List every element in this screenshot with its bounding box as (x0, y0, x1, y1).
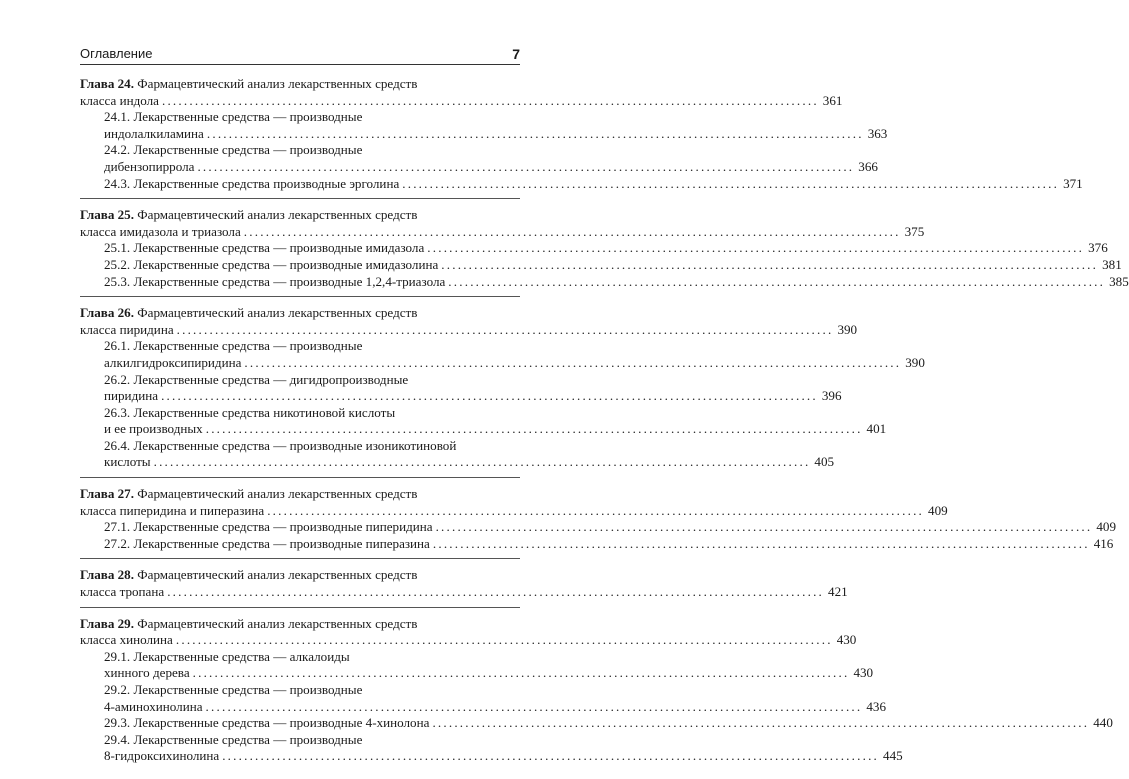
dot-leader: ........................................................................................................................ (244, 354, 902, 370)
section-entry[interactable] (80, 273, 1129, 291)
chapter-heading (80, 616, 520, 633)
dot-leader: ........................................................................................................................ (267, 502, 925, 518)
dot-leader: ........................................................................................................................ (153, 454, 811, 470)
dot-leader: ........................................................................................................................ (176, 321, 834, 337)
entry-text: 27.2. Лекарственные средства — производные пиперазина (104, 535, 430, 551)
section-entry[interactable] (80, 388, 842, 405)
entry-text: 27.1. Лекарственные средства — производные пиперидина (104, 519, 433, 535)
entry-page: 430 (836, 632, 857, 648)
chapter-title: Фармацевтический анализ лекарственных средств (134, 305, 418, 321)
dot-leader: ........................................................................................................................ (205, 698, 863, 714)
chapter-label: Глава 27. (80, 486, 135, 502)
chapter-28 (80, 567, 848, 607)
entry-text: класса индола (80, 92, 159, 108)
chapter-title: Фармацевтический анализ лекарственных средств (134, 567, 418, 583)
section-entry[interactable] (80, 256, 1122, 274)
dot-leader: ........................................................................................................................ (161, 92, 819, 108)
entry-page: 401 (866, 421, 887, 437)
chapter-title: Фармацевтический анализ лекарственных средств (134, 486, 418, 502)
chapter-25 (80, 207, 1129, 297)
dot-leader: ........................................................................................................................ (192, 665, 850, 681)
section-entry[interactable] (80, 454, 835, 471)
entry-text: пиридина (104, 388, 159, 404)
section-line: 26.3. Лекарственные средства никотиновой кислоты (104, 404, 396, 420)
dot-leader: ........................................................................................................................ (161, 388, 818, 404)
running-header-title: Оглавление (80, 46, 153, 61)
chapter-label: Глава 25. (80, 207, 135, 223)
entry-page: 405 (814, 454, 835, 470)
entry-text: класса хинолина (80, 632, 173, 648)
page-number: 7 (512, 46, 520, 62)
section-entry[interactable] (80, 240, 1108, 257)
entry-text: 24.3. Лекарственные средства производные эрголина (104, 175, 400, 191)
dot-leader: ........................................................................................................................ (435, 519, 1093, 535)
entry-text: хинного дерева (104, 665, 190, 681)
entry-text: кислоты (104, 454, 151, 470)
section-line: 26.4. Лекарственные средства — производные изоникотиновой (104, 437, 457, 453)
chapter-label: Глава 26. (80, 305, 135, 321)
entry-page: 375 (904, 223, 925, 239)
chapter-label: Глава 28. (80, 567, 135, 583)
dot-leader: ........................................................................................................................ (448, 273, 1106, 289)
entry-page: 366 (858, 158, 878, 174)
chapter-entry[interactable] (80, 92, 843, 110)
entry-text: 25.3. Лекарственные средства — производные 1,2,4-триазола (104, 273, 446, 289)
chapter-entry[interactable] (80, 321, 858, 339)
section-entry[interactable] (80, 715, 1113, 732)
dot-leader: ........................................................................................................................ (206, 125, 864, 141)
entry-page: 390 (837, 321, 858, 337)
chapter-title: Фармацевтический анализ лекарственных средств (134, 207, 418, 223)
entry-text: 4-аминохинолина (104, 698, 203, 714)
section-entry[interactable] (80, 665, 874, 682)
entry-text: 25.2. Лекарственные средства — производные имидазолина (104, 256, 439, 272)
dot-leader: ........................................................................................................................ (222, 748, 880, 764)
section-line: 29.2. Лекарственные средства — производные (104, 682, 363, 697)
entry-page: 436 (866, 698, 886, 714)
dot-leader: ........................................................................................................................ (167, 584, 825, 600)
entry-text: класса имидазола и триазола (80, 223, 241, 239)
section-line: 26.2. Лекарственные средства — дигидропроизводные (104, 371, 409, 387)
entry-page: 381 (1102, 256, 1122, 272)
entry-text: класса тропана (80, 584, 165, 600)
chapter-26 (80, 305, 925, 478)
dot-leader: ........................................................................................................................ (205, 421, 863, 437)
entry-page: 421 (828, 584, 848, 600)
running-header (80, 44, 520, 65)
chapter-entry[interactable] (80, 584, 848, 601)
section-line: 24.1. Лекарственные средства — производные (104, 109, 363, 125)
chapter-heading (80, 305, 520, 322)
section-entry[interactable] (80, 748, 903, 765)
chapter-27 (80, 486, 1117, 559)
section-line: 29.1. Лекарственные средства — алкалоиды (104, 648, 350, 664)
section-entry[interactable] (80, 535, 1114, 553)
section-entry[interactable] (80, 354, 925, 372)
entry-text: и ее производных (104, 421, 203, 437)
dot-leader: ........................................................................................................................ (197, 158, 855, 174)
chapter-heading (80, 486, 520, 503)
dot-leader: ........................................................................................................................ (441, 256, 1099, 272)
entry-page: 396 (821, 388, 842, 404)
entry-page: 371 (1063, 175, 1083, 191)
entry-page: 363 (867, 125, 888, 141)
chapter-24 (80, 76, 1083, 199)
chapter-entry[interactable] (80, 223, 925, 241)
section-line: 29.4. Лекарственные средства — производные (104, 731, 363, 747)
section-entry[interactable] (80, 519, 1117, 536)
entry-page: 409 (928, 502, 948, 518)
dot-leader: ........................................................................................................................ (432, 715, 1090, 731)
entry-text: алкилгидроксипиридина (104, 354, 242, 370)
entry-page: 409 (1096, 519, 1117, 535)
entry-text: 25.1. Лекарственные средства — производные имидазола (104, 240, 425, 256)
dot-leader: ........................................................................................................................ (432, 535, 1090, 551)
chapter-label: Глава 29. (80, 615, 135, 631)
entry-text: 8-гидроксихинолина (104, 748, 220, 764)
section-line: 24.2. Лекарственные средства — производные (104, 142, 363, 158)
chapter-heading (80, 76, 520, 93)
entry-text: класса пиперидина и пиперазина (80, 502, 265, 518)
entry-text: дибензопиррола (104, 158, 195, 174)
section-entry[interactable] (80, 421, 887, 438)
entry-page: 385 (1109, 273, 1129, 289)
section-entry[interactable] (80, 175, 1083, 193)
entry-page: 361 (822, 92, 843, 108)
chapter-heading (80, 567, 520, 584)
entry-page: 445 (883, 748, 903, 764)
dot-leader: ........................................................................................................................ (427, 240, 1085, 256)
dot-leader: ........................................................................................................................ (243, 223, 901, 239)
chapter-entry[interactable] (80, 502, 948, 520)
entry-page: 376 (1088, 240, 1108, 256)
section-line: 26.1. Лекарственные средства — производные (104, 338, 363, 354)
entry-text: класса пиридина (80, 321, 174, 337)
entry-text: 29.3. Лекарственные средства — производные 4-хинолона (104, 715, 430, 731)
chapter-entry[interactable] (80, 632, 857, 649)
entry-page: 416 (1093, 535, 1114, 551)
entry-page: 440 (1093, 715, 1113, 731)
chapter-title: Фармацевтический анализ лекарственных средств (134, 76, 418, 91)
dot-leader: ........................................................................................................................ (175, 632, 833, 648)
entry-text: индолалкиламина (104, 125, 204, 141)
table-of-contents (80, 76, 1129, 779)
chapter-label: Глава 24. (80, 76, 135, 91)
dot-leader: ........................................................................................................................ (402, 175, 1060, 191)
entry-page: 430 (853, 665, 874, 681)
chapter-title: Фармацевтический анализ лекарственных средств (134, 615, 418, 631)
section-entry[interactable] (80, 698, 886, 716)
chapter-heading (80, 207, 520, 224)
entry-page: 390 (905, 354, 925, 370)
chapter-29 (80, 615, 1113, 771)
section-entry[interactable] (80, 125, 888, 143)
section-entry[interactable] (80, 158, 878, 176)
